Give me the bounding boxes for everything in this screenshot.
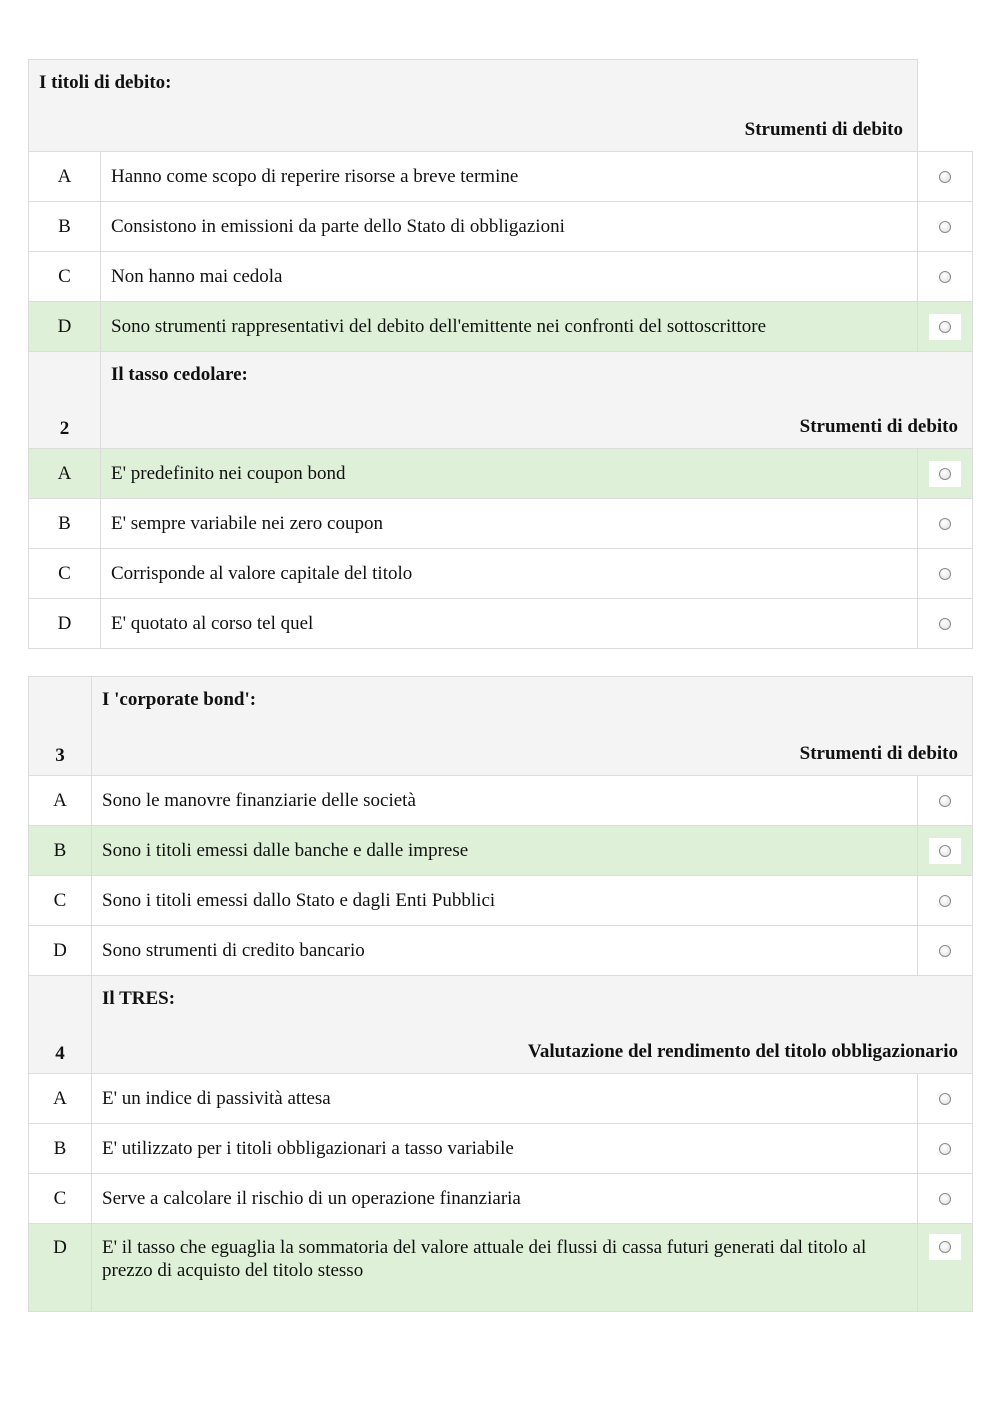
answer-letter: D xyxy=(29,926,92,976)
answer-row xyxy=(29,599,973,649)
quiz-table-2 xyxy=(28,676,973,1312)
answer-letter: A xyxy=(29,152,101,202)
answer-letter: C xyxy=(29,1174,92,1224)
answer-radio[interactable] xyxy=(939,1093,951,1105)
answer-text: E' predefinito nei coupon bond xyxy=(101,449,918,499)
question-header xyxy=(29,677,973,776)
answer-radio[interactable] xyxy=(939,1241,951,1253)
answer-letter: A xyxy=(29,776,92,826)
answer-letter: B xyxy=(29,499,101,549)
answer-row xyxy=(29,876,973,926)
answer-letter: B xyxy=(29,202,101,252)
answer-text: Sono le manovre finanziarie delle società xyxy=(92,776,918,826)
answer-row xyxy=(29,1124,973,1174)
answer-text: Hanno come scopo di reperire risorse a breve termine xyxy=(101,152,918,202)
question-category: Strumenti di debito xyxy=(799,416,958,437)
answer-radio[interactable] xyxy=(939,221,951,233)
answer-radio[interactable] xyxy=(939,271,951,283)
answer-radio[interactable] xyxy=(939,518,951,530)
answer-radio[interactable] xyxy=(939,618,951,630)
answer-row-correct xyxy=(29,1224,973,1312)
answer-radio[interactable] xyxy=(939,321,951,333)
answer-radio[interactable] xyxy=(939,171,951,183)
answer-text: Sono strumenti di credito bancario xyxy=(92,926,918,976)
header-spacer xyxy=(918,60,973,152)
answer-text: E' un indice di passività attesa xyxy=(92,1074,918,1124)
answer-letter: B xyxy=(29,1124,92,1174)
answer-row xyxy=(29,776,973,826)
answer-letter: A xyxy=(29,1074,92,1124)
question-category: Strumenti di debito xyxy=(799,743,958,764)
answer-letter: A xyxy=(29,449,101,499)
answer-row xyxy=(29,499,973,549)
answer-text: E' il tasso che eguaglia la sommatoria del valore attuale dei flussi di cassa futuri generati dal titolo al prezzo di acquisto del titolo stesso xyxy=(92,1224,918,1312)
question-box xyxy=(101,352,973,449)
answer-radio[interactable] xyxy=(939,795,951,807)
question-header xyxy=(29,60,973,152)
question-box xyxy=(29,60,918,152)
answer-text: Sono i titoli emessi dalle banche e dalle imprese xyxy=(92,826,918,876)
answer-letter: C xyxy=(29,876,92,926)
answer-radio[interactable] xyxy=(939,895,951,907)
answer-letter: C xyxy=(29,549,101,599)
answer-text: Serve a calcolare il rischio di un operazione finanziaria xyxy=(92,1174,918,1224)
answer-radio[interactable] xyxy=(939,1143,951,1155)
answer-row-correct xyxy=(29,302,973,352)
answer-row xyxy=(29,549,973,599)
answer-row xyxy=(29,1074,973,1124)
question-number: 3 xyxy=(29,677,92,776)
answer-row xyxy=(29,926,973,976)
answer-radio[interactable] xyxy=(939,945,951,957)
answer-letter: D xyxy=(29,302,101,352)
answer-row xyxy=(29,1174,973,1224)
answer-text: Consistono in emissioni da parte dello Stato di obbligazioni xyxy=(101,202,918,252)
answer-text: Corrisponde al valore capitale del titolo xyxy=(101,549,918,599)
question-category: Strumenti di debito xyxy=(744,119,903,140)
question-header xyxy=(29,976,973,1074)
question-box xyxy=(92,976,973,1074)
answer-row xyxy=(29,252,973,302)
answer-letter: C xyxy=(29,252,101,302)
quiz-table-1 xyxy=(28,59,973,649)
question-box xyxy=(92,677,973,776)
answer-radio[interactable] xyxy=(939,568,951,580)
answer-letter: D xyxy=(29,599,101,649)
question-number: 2 xyxy=(29,352,101,449)
question-text: Il TRES: xyxy=(102,988,176,1009)
answer-row xyxy=(29,202,973,252)
answer-radio[interactable] xyxy=(939,468,951,480)
question-number: 4 xyxy=(29,976,92,1074)
answer-row-correct xyxy=(29,449,973,499)
question-header xyxy=(29,352,973,449)
answer-radio[interactable] xyxy=(939,1193,951,1205)
answer-letter: B xyxy=(29,826,92,876)
answer-radio[interactable] xyxy=(939,845,951,857)
answer-row-correct xyxy=(29,826,973,876)
answer-text: E' utilizzato per i titoli obbligazionari a tasso variabile xyxy=(92,1124,918,1174)
answer-text: Non hanno mai cedola xyxy=(101,252,918,302)
answer-text: Sono strumenti rappresentativi del debito dell'emittente nei confronti del sottoscrittore xyxy=(101,302,918,352)
answer-text: E' sempre variabile nei zero coupon xyxy=(101,499,918,549)
question-text: I titoli di debito: xyxy=(39,72,172,93)
answer-text: Sono i titoli emessi dallo Stato e dagli Enti Pubblici xyxy=(92,876,918,926)
answer-row xyxy=(29,152,973,202)
question-category: Valutazione del rendimento del titolo obbligazionario xyxy=(527,1041,958,1062)
question-text: I 'corporate bond': xyxy=(102,689,257,710)
answer-text: E' quotato al corso tel quel xyxy=(101,599,918,649)
question-text: Il tasso cedolare: xyxy=(111,364,248,385)
answer-letter: D xyxy=(29,1224,92,1312)
